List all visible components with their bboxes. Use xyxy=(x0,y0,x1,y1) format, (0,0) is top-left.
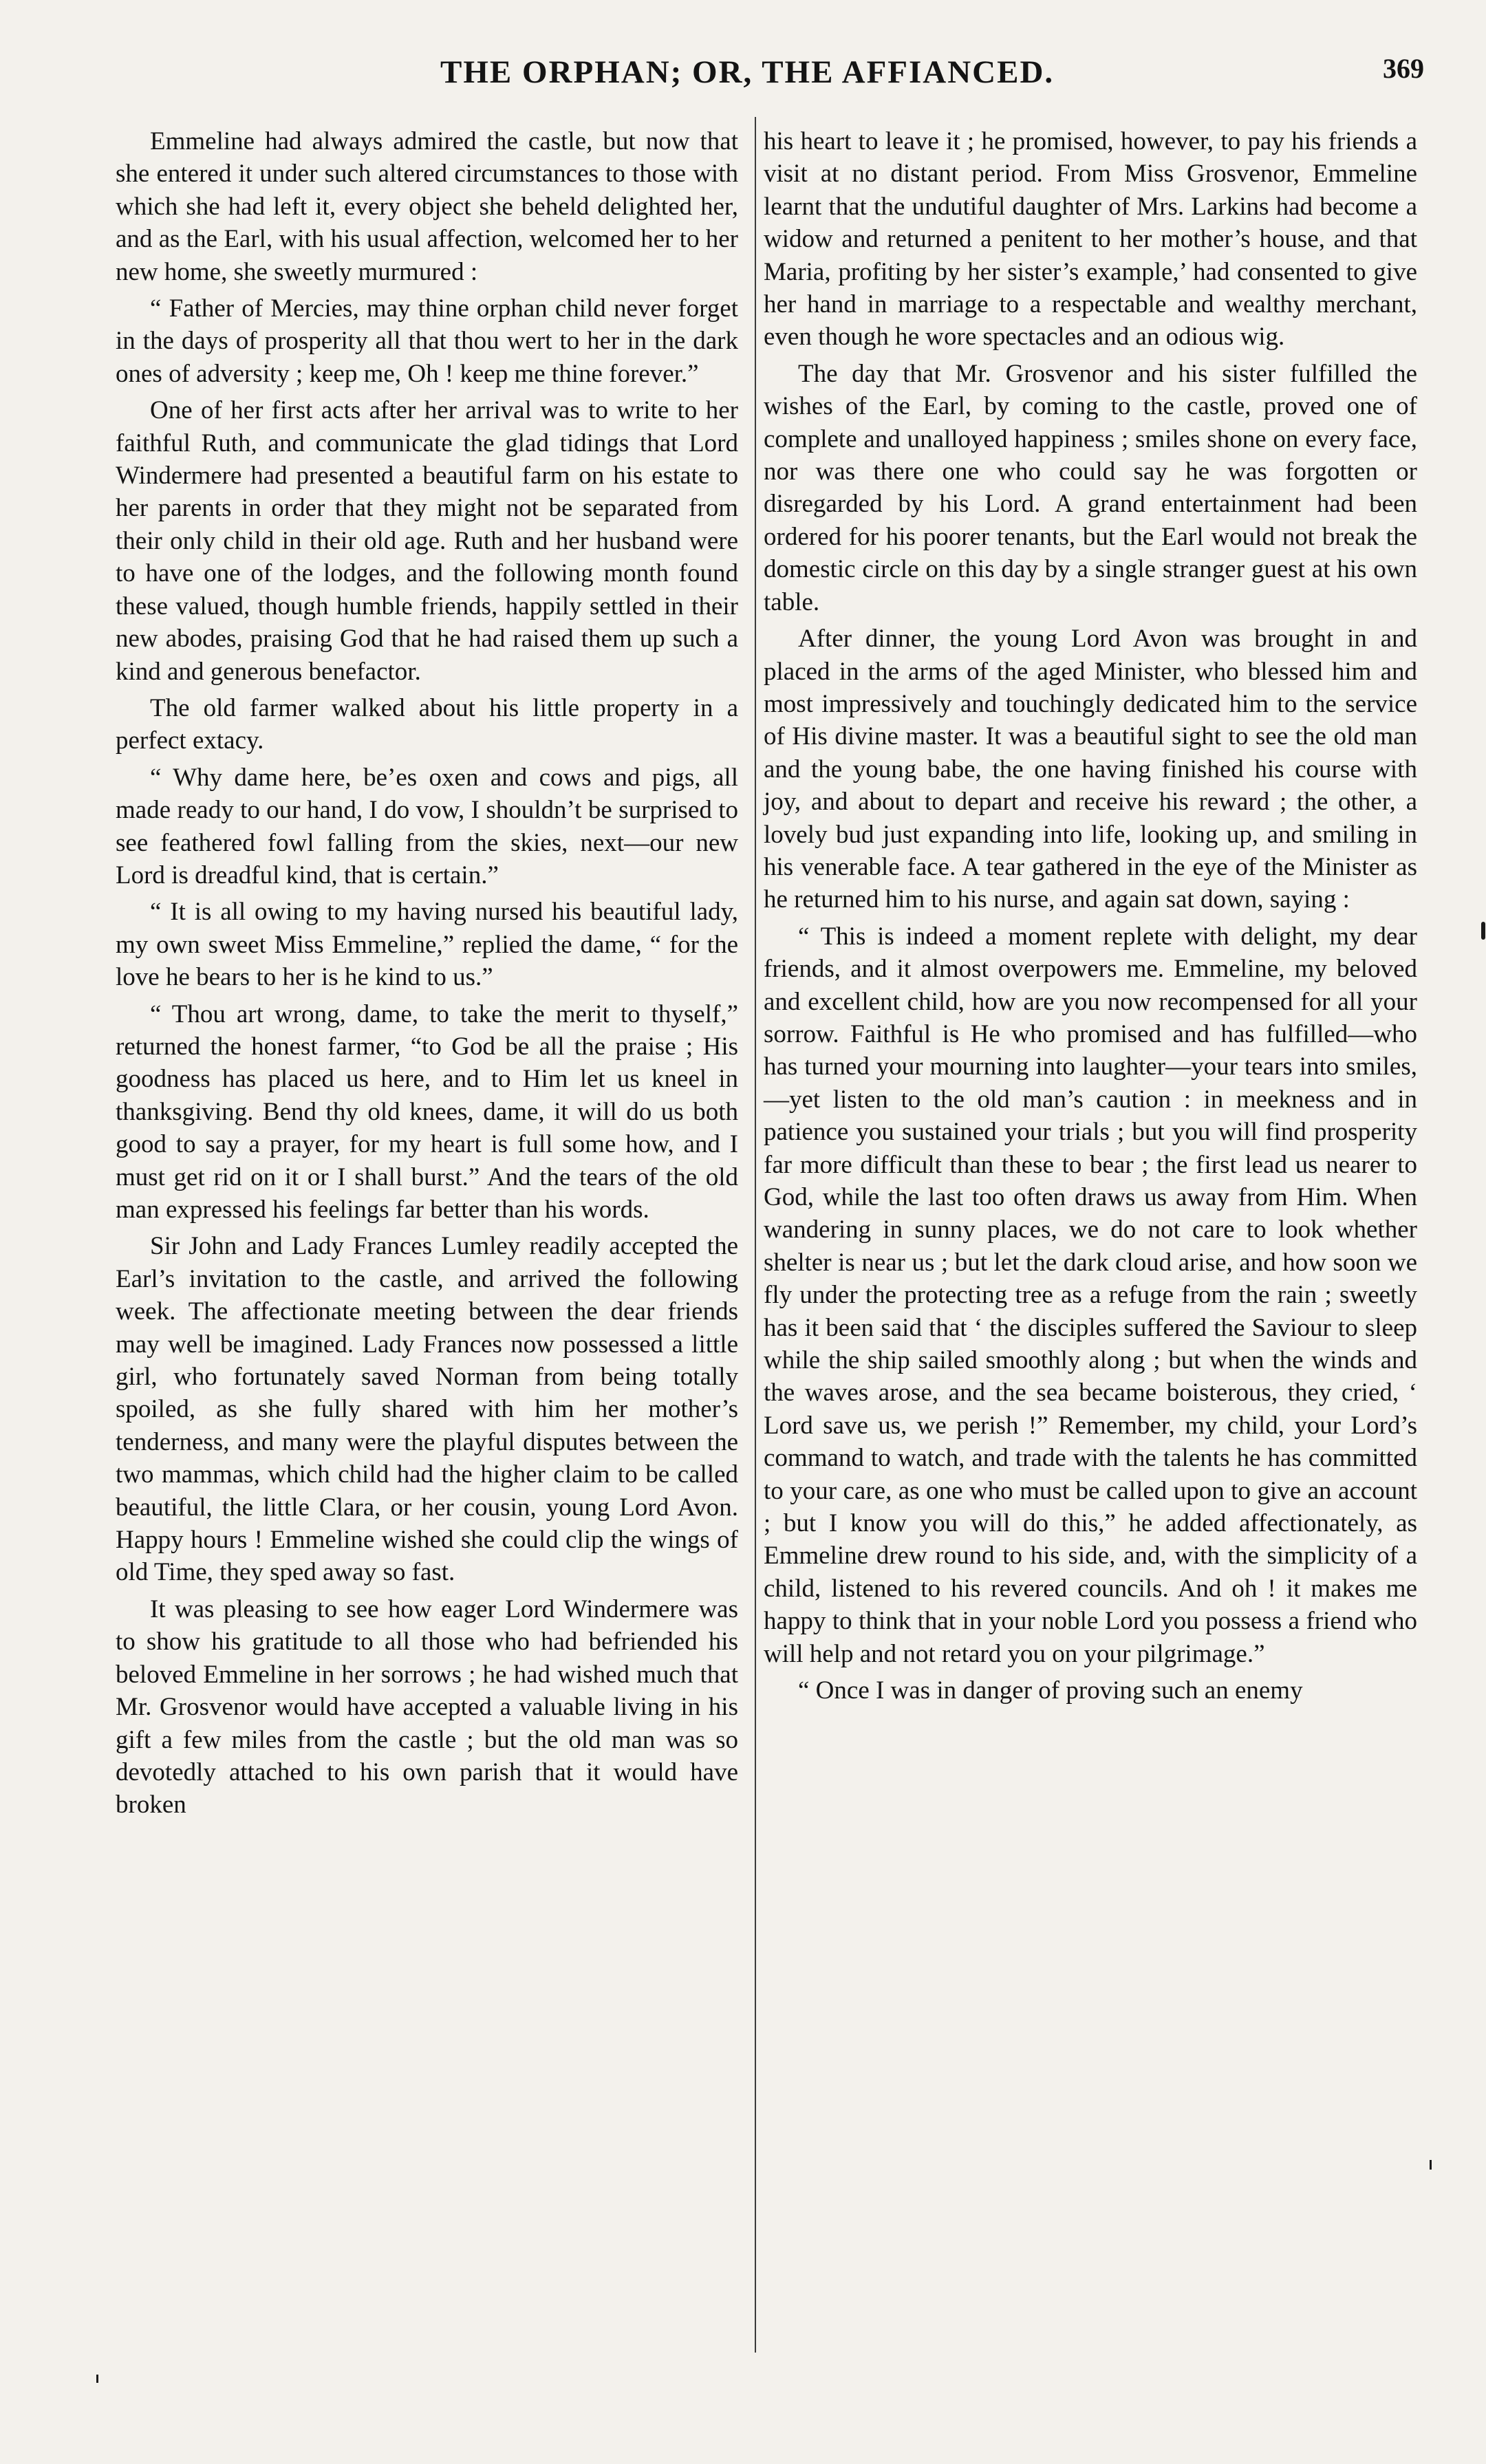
margin-speck xyxy=(1430,2160,1432,2170)
running-title: THE ORPHAN; OR, THE AFFIANCED. xyxy=(440,54,1055,90)
paragraph: It was pleasing to see how eager Lord Windermere was to show his gratitude to all those who had befriended his beloved Emmeline in her sorrows ; he had wished much that Mr. Grosvenor would have accepted a valuable living in his gift a few miles from the castle ; but the old man was so devotedly attached to his own parish that it would have broken xyxy=(116,1595,738,1819)
right-column xyxy=(764,125,1417,1711)
paragraph: One of her first acts after her arrival was to write to her faithful Ruth, and communicate the glad tidings that Lord Windermere had presented a beautiful farm on his estate to her parents in order that they might not be separated from their only child in their old age. Ruth and her husband were to have one of the lodges, and the following month found these valued, though humble friends, happily settled in their new abodes, praising God that he had raised them up such a kind and generous benefactor. xyxy=(116,396,738,686)
paragraph: The day that Mr. Grosvenor and his sister fulfilled the wishes of the Earl, by coming to the castle, proved one of complete and unalloyed happiness ; smiles shone on every face, nor was there one who could say he was forgotten or disregarded by his Lord. A grand entertainment had been ordered for his poorer tenants, but the Earl would not break the domestic circle on this day by a single stranger guest at his own table. xyxy=(764,359,1417,616)
running-head xyxy=(117,54,1424,109)
paragraph: “ Father of Mercies, may thine orphan child never forget in the days of prosperity all that thou wert to her in the dark ones of adversity ; keep me, Oh ! keep me thine forever.” xyxy=(116,294,738,388)
paragraph: Sir John and Lady Frances Lumley readily accepted the Earl’s invitation to the castle, and arrived the following week. The affectionate meeting between the dear friends may well be imagined. Lady Frances now possessed a little girl, who fortunately saved Norman from being totally spoiled, as she fully shared with him her mother’s tenderness, and many were the playful disputes between the two mammas, which child had the higher claim to be called beautiful, the little Clara, or her cousin, young Lord Avon. Happy hours ! Emmeline wished she could clip the wings of old Time, they sped away so fast. xyxy=(116,1232,738,1587)
page-number: 369 xyxy=(1383,53,1424,84)
paragraph: “ This is indeed a moment replete with delight, my dear friends, and it almost overpowers me. Emmeline, my beloved and excellent child, how are you now recompensed for all your sorrow. Faithful is He who promised and has fulfilled—who has turned your mourning into laughter—your tears into smiles,—yet listen to the old man’s caution : in meekness and in patience you sustained your trials ; but you will find prosperity far more difficult than these to bear ; the first lead us nearer to God, while the last too often draws us away from Him. When wandering in sunny places, we do not care to look whether shelter is near us ; but let the dark cloud arise, and how soon we fly under the protecting tree as a refuge from the rain ; sweetly has it been said that ‘ the disciples suffered the Saviour to sleep while the ship sailed smoothly along ; but when the winds and the waves arose, and the sea became boisterous, they cried, ‘ Lord save us, we perish !” Remember, my child, your Lord’s command to watch, and trade with the talents he has committed to your care, as one who must be called upon to give an account ; but I know you will do this,” he added affectionately, as Emmeline drew round to his side, and, with the simplicity of a child, listened to his revered councils. And oh ! it makes me happy to think that in your noble Lord you possess a friend who will help and not retard you on your pilgrimage.” xyxy=(764,922,1417,1668)
paragraph: “ Why dame here, be’es oxen and cows and pigs, all made ready to our hand, I do vow, I shouldn’t be surprised to see feathered fowl falling from the skies, next—our new Lord is dreadful kind, that is certain.” xyxy=(116,763,738,889)
paragraph: “ Thou art wrong, dame, to take the merit to thyself,” returned the honest farmer, “to God be all the praise ; His goodness has placed us here, and to Him let us kneel in thanksgiving. Bend thy old knees, dame, it will do us both good to say a prayer, for my heart is full some how, and I must get rid on it or I shall burst.” And the tears of the old man expressed his feelings far better than his words. xyxy=(116,999,738,1224)
paragraph: “ It is all owing to my having nursed his beautiful lady, my own sweet Miss Emmeline,” replied the dame, “ for the love he bears to her is he kind to us.” xyxy=(116,898,738,992)
margin-speck xyxy=(96,2375,98,2383)
column-divider xyxy=(755,117,756,2353)
paragraph: his heart to leave it ; he promised, however, to pay his friends a visit at no distant period. From Miss Grosvenor, Emmeline learnt that the undutiful daughter of Mrs. Larkins had become a widow and returned a penitent to her mother’s house, and that Maria, profiting by her sister’s example,’ had consented to give her hand in marriage to a respectable and wealthy merchant, even though he wore spectacles and an odious wig. xyxy=(764,127,1417,352)
left-column xyxy=(116,125,738,1826)
paragraph: Emmeline had always admired the castle, but now that she entered it under such altered circumstances to those with which she had left it, every object she beheld delighted her, and as the Earl, with his usual affection, welcomed her to her new home, she sweetly murmured : xyxy=(116,127,738,286)
paragraph: After dinner, the young Lord Avon was brought in and placed in the arms of the aged Minister, who blessed him and most impressively and touchingly dedicated him to the service of His divine master. It was a beautiful sight to see the old man and the young babe, the one having finished his course with joy, and about to depart and receive his reward ; the other, a lovely bud just expanding into life, looking up, and smiling in his venerable face. A tear gathered in the eye of the Minister as he returned him to his nurse, and again sat down, saying : xyxy=(764,625,1417,914)
paragraph: “ Once I was in danger of proving such an enemy xyxy=(798,1676,1303,1705)
paragraph: The old farmer walked about his little property in a perfect extacy. xyxy=(116,693,738,755)
margin-mark xyxy=(1481,922,1485,940)
